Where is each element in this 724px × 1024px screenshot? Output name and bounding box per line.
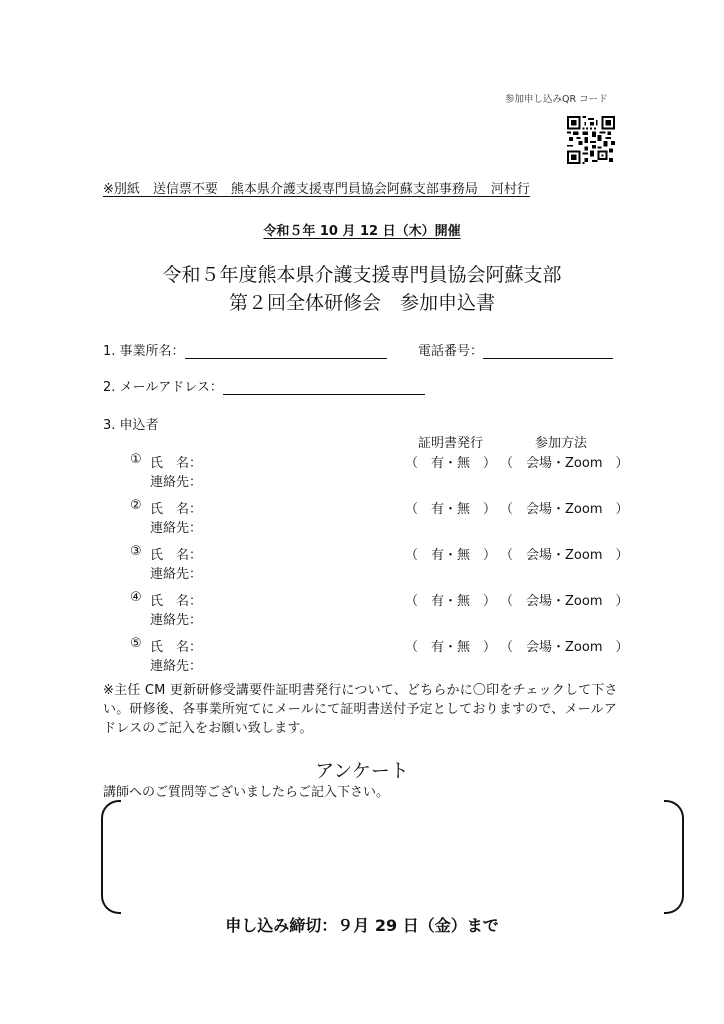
qr-code-image xyxy=(567,116,615,164)
applicant-contact-label: 連絡先： xyxy=(150,475,203,490)
survey-title: アンケート xyxy=(315,760,409,782)
applicant-name-label: 氏 名： xyxy=(150,502,203,517)
applicant-number: ④ xyxy=(130,590,142,605)
applicant-number: ① xyxy=(130,452,142,467)
applicant-number: ③ xyxy=(130,544,142,559)
applicant-name-label: 氏 名： xyxy=(150,456,203,471)
attendance-method-choice[interactable]: （ 会場・Zoom ） xyxy=(500,548,629,563)
applicant-name-label: 氏 名： xyxy=(150,548,203,563)
applicant-contact-label: 連絡先： xyxy=(150,567,203,582)
attendance-method-choice[interactable]: （ 会場・Zoom ） xyxy=(500,640,629,655)
survey-answer-area[interactable] xyxy=(125,806,660,906)
certificate-column-header: 証明書発行 xyxy=(418,436,484,451)
certificate-choice[interactable]: （ 有・無 ） xyxy=(405,502,497,517)
applicant-number: ② xyxy=(130,498,142,513)
page-title-line1: 令和５年度熊本県介護支援専門員協会阿蘇支部 xyxy=(162,264,562,286)
applicant-name-label: 氏 名： xyxy=(150,640,203,655)
attendance-method-choice[interactable]: （ 会場・Zoom ） xyxy=(500,456,629,471)
header-routing-line: ※別紙 送信票不要 熊本県介護支援専門員協会阿蘇支部事務局 河村行 xyxy=(103,182,530,197)
attendance-method-choice[interactable]: （ 会場・Zoom ） xyxy=(500,502,629,517)
survey-question: 講師へのご質問等ございましたらご記入下さい。 xyxy=(103,785,390,800)
attendance-method-choice[interactable]: （ 会場・Zoom ） xyxy=(500,594,629,609)
applicant-contact-label: 連絡先： xyxy=(150,659,203,674)
applicant-name-label: 氏 名： xyxy=(150,594,203,609)
phone-line xyxy=(483,344,613,359)
email-label: 2. メールアドレス： xyxy=(103,380,223,395)
applicants-heading: 3. 申込者 xyxy=(103,418,159,433)
method-column-header: 参加方法 xyxy=(535,436,588,451)
event-date: 令和５年 10 月 12 日（木）開催 xyxy=(263,224,461,239)
survey-box-left-bracket xyxy=(101,800,121,914)
applicant-number: ⑤ xyxy=(130,636,142,651)
office-name-field[interactable] xyxy=(103,340,387,359)
applicant-contact-label: 連絡先： xyxy=(150,521,203,536)
certificate-choice[interactable]: （ 有・無 ） xyxy=(405,640,497,655)
applicant-contact-label: 連絡先： xyxy=(150,613,203,628)
email-line xyxy=(223,380,425,395)
certificate-note: ※主任 CM 更新研修受講要件証明書発行について、どちらかに〇印をチェックして下さい。研修後、各事業所宛てにメールにて証明書送付予定としておりますので、メールアドレスのご記入をお願い致します。 xyxy=(103,683,618,736)
survey-box-right-bracket xyxy=(664,800,684,914)
deadline: 申し込み締切：９月 29 日（金）まで xyxy=(225,916,499,935)
qr-code-label: 参加申し込みQR コード xyxy=(505,94,608,105)
email-field[interactable] xyxy=(103,376,425,395)
certificate-choice[interactable]: （ 有・無 ） xyxy=(405,594,497,609)
page-title-line2: 第２回全体研修会 参加申込書 xyxy=(228,292,495,314)
certificate-choice[interactable]: （ 有・無 ） xyxy=(405,548,497,563)
office-name-line xyxy=(185,344,387,359)
certificate-choice[interactable]: （ 有・無 ） xyxy=(405,456,497,471)
office-name-label: 1. 事業所名： xyxy=(103,344,185,359)
phone-field[interactable] xyxy=(418,340,613,359)
phone-label: 電話番号： xyxy=(418,344,484,359)
